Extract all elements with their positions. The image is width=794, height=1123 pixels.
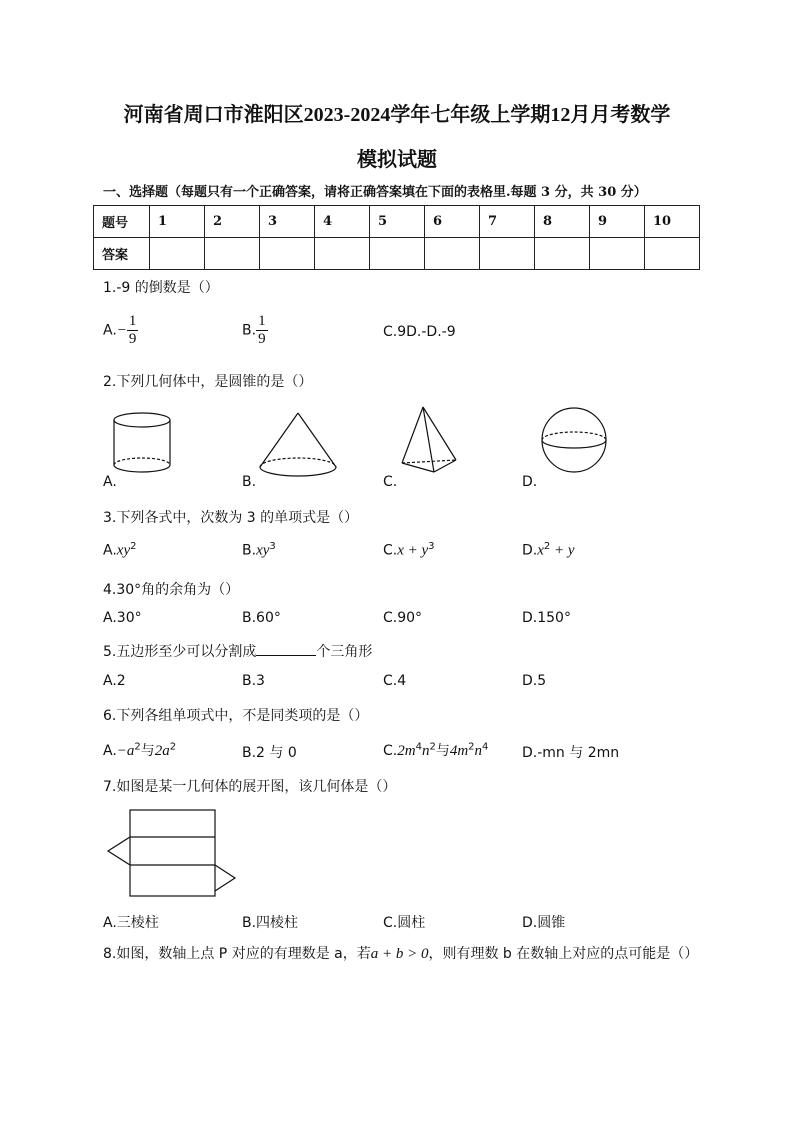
denominator: 9: [128, 331, 137, 347]
answer-cell-7[interactable]: [480, 238, 535, 270]
table-row: [94, 238, 700, 270]
prism-net-figure: [105, 808, 240, 900]
question-1-option-a: [103, 313, 138, 348]
stem-text: 个三角形: [316, 644, 373, 660]
answer-cell-9[interactable]: [590, 238, 645, 270]
table-cell: 2: [205, 206, 260, 238]
math-term: −a: [116, 743, 135, 759]
option-prefix: A.: [103, 542, 117, 559]
connector: 与: [435, 743, 450, 759]
question-6-option-d: D.-mn 与 2mn: [522, 745, 620, 761]
math-term: x: [537, 542, 544, 559]
table-header-label: 题号: [94, 206, 150, 238]
option-prefix: A.: [103, 743, 117, 759]
exponent: 3: [428, 541, 435, 552]
question-4-option-c: C.90°: [383, 610, 423, 626]
denominator: 9: [258, 331, 266, 347]
pyramid-icon: [402, 407, 456, 472]
numerator: 1: [128, 313, 137, 329]
question-6-option-c: [383, 740, 488, 760]
table-cell: 1: [150, 206, 205, 238]
exponent: 2: [130, 541, 137, 552]
question-6-stem: 6.下列各组单项式中，不是同类项的是（）: [103, 708, 369, 724]
table-row: [94, 206, 700, 238]
exponent: 2: [429, 741, 436, 753]
fraction: [256, 313, 268, 348]
section-heading: 一、选择题（每题只有一个正确答案，请将正确答案填在下面的表格里.每题 3 分，共 30 分）: [103, 185, 647, 200]
answer-cell-1[interactable]: [150, 238, 205, 270]
connector: 与: [140, 743, 155, 759]
question-1-option-cd: C.9D.-D.-9: [383, 324, 456, 340]
cone-icon: [260, 413, 336, 476]
math-term: x + y: [397, 542, 429, 559]
math-term: 2a: [154, 743, 170, 759]
question-4-option-a: A.30°: [103, 610, 142, 626]
stem-text: ，则有理数 b 在数轴上对应的点可能是（）: [428, 946, 699, 962]
answer-cell-10[interactable]: [645, 238, 700, 270]
question-4-option-b: B.60°: [242, 610, 281, 626]
question-7-stem: 7.如图是某一几何体的展开图，该几何体是（）: [103, 779, 397, 795]
question-8-stem: [103, 943, 698, 963]
question-2-option-c: C.: [383, 474, 398, 490]
table-cell: 5: [370, 206, 425, 238]
question-6-option-b: B.2 与 0: [242, 745, 297, 761]
question-1-stem: 1.-9 的倒数是（）: [103, 280, 219, 296]
answer-cell-3[interactable]: [260, 238, 315, 270]
question-3-option-d: [522, 541, 575, 560]
answer-cell-4[interactable]: [315, 238, 370, 270]
math-term: + y: [550, 542, 575, 559]
option-prefix: C.: [383, 542, 398, 559]
net-icon: [108, 810, 235, 896]
question-6-option-a: [103, 740, 176, 760]
option-prefix: A.: [103, 322, 117, 339]
stem-text: 8.如图，数轴上点 P 对应的有理数是 a，若: [103, 946, 371, 962]
math-term: a + b > 0: [370, 946, 429, 962]
exponent: 3: [269, 541, 276, 552]
page-title-line2: 模拟试题: [357, 149, 437, 171]
geometric-solids-figure: [100, 405, 720, 495]
answer-cell-2[interactable]: [205, 238, 260, 270]
math-term: xy: [256, 542, 270, 559]
exponent: 4: [415, 741, 422, 753]
table-cell: 3: [260, 206, 315, 238]
exponent: 2: [543, 541, 551, 552]
sphere-icon: [542, 408, 606, 472]
table-cell: 10: [645, 206, 700, 238]
question-3-option-b: [242, 541, 276, 560]
question-5-option-b: B.3: [242, 673, 265, 689]
math-term: n: [421, 743, 430, 759]
question-5-option-d: D.5: [522, 673, 547, 689]
answer-cell-5[interactable]: [370, 238, 425, 270]
table-cell: 7: [480, 206, 535, 238]
answer-cell-8[interactable]: [535, 238, 590, 270]
question-2-option-d: D.: [522, 474, 538, 490]
question-3-option-c: [383, 541, 435, 560]
question-5-option-c: C.4: [383, 673, 407, 689]
option-prefix: D.: [522, 542, 538, 559]
table-answer-label: 答案: [94, 238, 150, 270]
table-cell: 9: [590, 206, 645, 238]
minus-sign: −: [116, 322, 127, 339]
question-3-option-a: [103, 541, 136, 560]
math-term: n: [474, 743, 483, 759]
option-prefix: B.: [242, 322, 257, 339]
answer-cell-6[interactable]: [425, 238, 480, 270]
math-term: xy: [116, 542, 131, 559]
table-cell: 8: [535, 206, 590, 238]
option-prefix: B.: [242, 542, 257, 559]
fraction: [127, 313, 139, 348]
question-7-option-d: D.圆锥: [522, 915, 566, 931]
table-cell: 4: [315, 206, 370, 238]
question-5-stem: [103, 641, 372, 661]
exponent: 2: [134, 741, 141, 753]
cylinder-icon: [114, 413, 170, 472]
math-term: 2m: [397, 743, 416, 759]
question-5-option-a: A.2: [103, 673, 126, 689]
question-4-option-d: D.150°: [522, 610, 571, 626]
table-cell: 6: [425, 206, 480, 238]
exponent: 2: [468, 741, 475, 753]
numerator: 1: [258, 313, 266, 329]
option-prefix: C.: [383, 743, 398, 759]
math-term: 4m: [449, 743, 469, 759]
exponent: 4: [482, 741, 489, 753]
question-3-stem: 3.下列各式中，次数为 3 的单项式是（）: [103, 510, 359, 526]
page-title-line1: 河南省周口市淮阳区2023-2024学年七年级上学期12月月考数学: [123, 104, 671, 126]
question-1-option-b: [242, 313, 268, 348]
question-7-option-a: A.三棱柱: [103, 915, 159, 931]
question-2-option-a: A.: [103, 474, 117, 490]
question-7-option-b: B.四棱柱: [242, 915, 299, 931]
answer-table: [93, 205, 700, 270]
stem-text: 5.五边形至少可以分割成: [103, 644, 257, 660]
question-2-stem: 2.下列几何体中，是圆锥的是（）: [103, 374, 313, 390]
question-7-option-c: C.圆柱: [383, 915, 426, 931]
question-2-option-b: B.: [242, 474, 257, 490]
fill-blank[interactable]: [256, 643, 316, 656]
exponent: 2: [169, 741, 177, 753]
question-4-stem: 4.30°角的余角为（）: [103, 582, 240, 598]
